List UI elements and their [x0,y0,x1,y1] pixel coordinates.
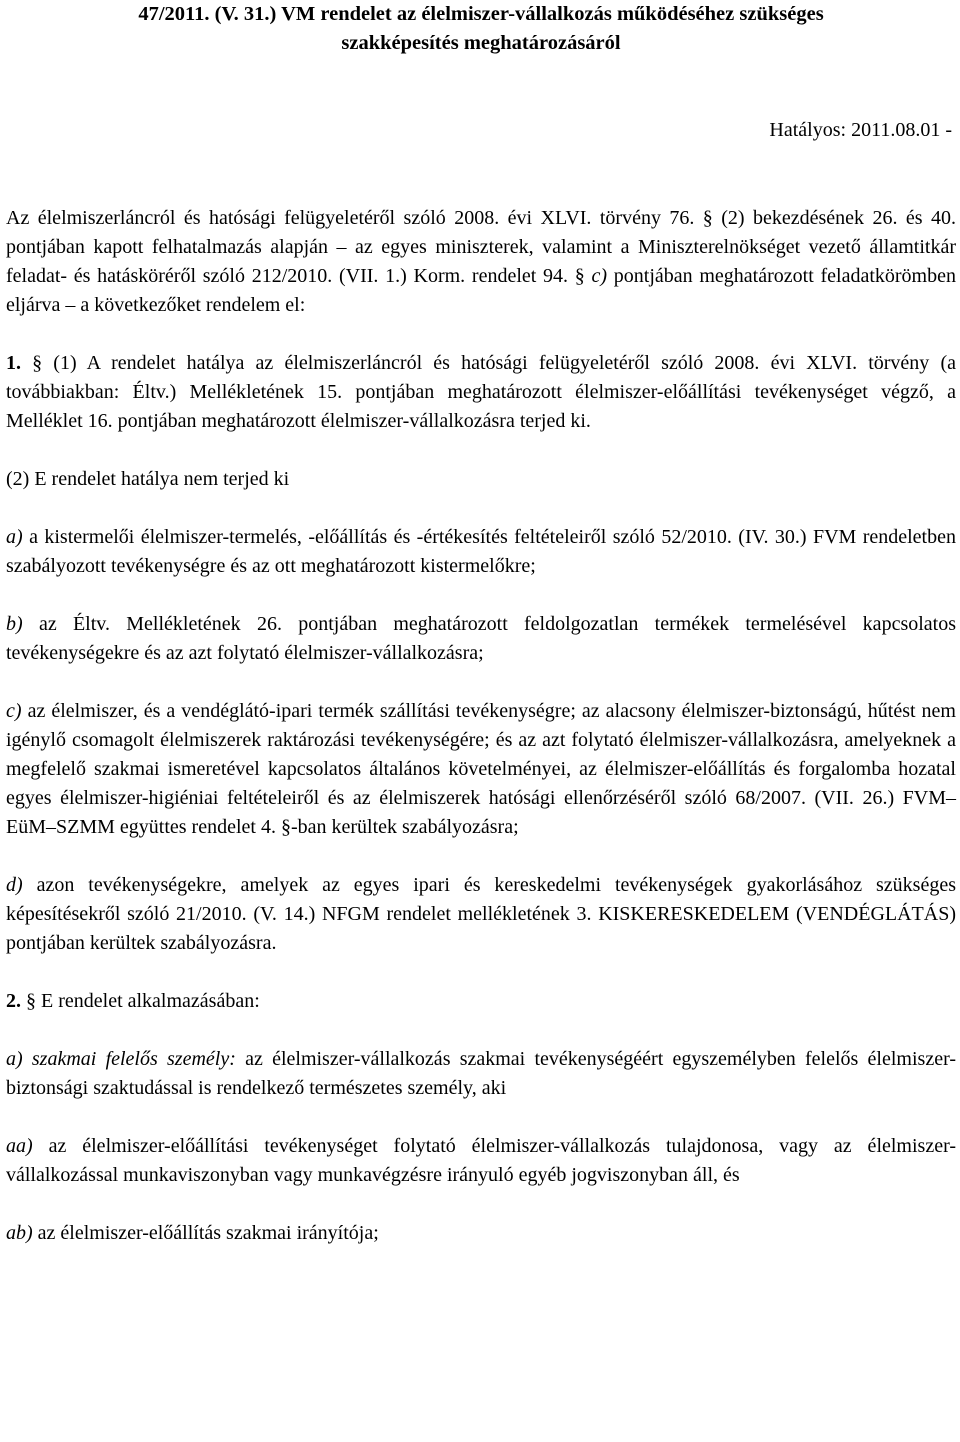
preamble-point-c: c) [591,265,608,287]
section-2-paragraph [6,987,956,1016]
point-c-text: az élelmiszer, és a vendéglátó-ipari termék szállítási tevékenységre; az alacsony élelmiszer-biztonságú, hűtést nem igénylő csomagolt élelmiszerek raktározási tevékenységére; és az azt folytató élelmiszer-vállalkozásra, amelyeknek a megfelelő szakmai ismeretével kapcsolatos általános követelményei, az élelmiszer-előállítás és forgalomba hozatal egyes élelmiszer-higiéniai feltételeiről és az élelmiszerek hatósági ellenőrzéséről szóló 68/2007. (VII. 26.) FVM–EüM–SZMM együttes rendelet 4. §-ban kerültek szabályozásra; [6,700,956,838]
definition-ab [6,1219,956,1248]
point-a-text: a kistermelői élelmiszer-termelés, -előállítás és -értékesítés feltételeiről szóló 52/2010. (IV. 30.) FVM rendeletben szabályozott tevékenységre és az ott meghatározott kistermelőkre; [6,526,956,577]
preamble-text-b: pontjában meghatározott feladatkörömben eljárva – a következőket rendelem el: [6,265,956,316]
point-a [6,523,956,581]
definition-a-text: az élelmiszer-vállalkozás szakmai tevékenységéért egyszemélyben felelős élelmiszer-biztonsági szaktudással is rendelkező természetes személy, aki [6,1048,956,1099]
preamble-text-a: Az élelmiszerláncról és hatósági felügyeletéről szóló 2008. évi XLVI. törvény 76. § (2) bekezdésének 26. és 40. pontjában kapott felhatalmazás alapján – az egyes miniszterek, valamint a Miniszterelnökséget vezető államtitkár feladat- és hatásköréről szóló 212/2010. (VII. 1.) Korm. rendelet 94. § [6,207,956,287]
point-d-text: azon tevékenységekre, amelyek az egyes ipari és kereskedelmi tevékenységek gyakorlásához szükséges képesítésekről szóló 21/2010. (V. 14.) NFGM rendelet mellékletének 3. KISKERESKEDELEM (VENDÉGLÁTÁS) pontjában kerültek szabályozásra. [6,874,956,954]
point-b [6,610,956,668]
preamble-paragraph [6,204,956,320]
point-c [6,697,956,842]
definition-aa-text: az élelmiszer-előállítási tevékenységet folytató élelmiszer-vállalkozás tulajdonosa, vagy az élelmiszer-vállalkozással munkaviszonyban vagy munkavégzésre irányuló egyéb jogviszonyban áll, és [6,1135,956,1186]
definition-ab-label: ab) [6,1222,33,1244]
point-d-label: d) [6,874,23,896]
section-2-number: 2. [6,990,21,1012]
point-b-text: az Éltv. Mellékletének 26. pontjában meghatározott feldolgozatlan termékek termelésével kapcsolatos tevékenységekre és az azt folytató élelmiszer-vállalkozásra; [6,613,956,664]
definition-aa [6,1132,956,1190]
section-1-text: § (1) A rendelet hatálya az élelmiszerláncról és hatósági felügyeletéről szóló 2008. évi XLVI. törvény (a továbbiakban: Éltv.) Mellékletének 15. pontjában meghatározott élelmiszer-előállítási tevékenységet végző, a Melléklet 16. pontjában meghatározott élelmiszer-vállalkozásra terjed ki. [6,352,956,432]
definition-ab-text: az élelmiszer-előállítás szakmai irányítója; [32,1222,379,1244]
definition-a [6,1045,956,1103]
section-1-number: 1. [6,352,21,374]
title-line-1: 47/2011. (V. 31.) VM rendelet az élelmiszer-vállalkozás működéséhez szükséges [138,3,824,25]
point-c-label: c) [6,700,22,722]
section-1-paragraph-1 [6,349,956,436]
effective-date: Hatályos: 2011.08.01 - [769,119,952,141]
definition-aa-label: aa) [6,1135,33,1157]
document-page [6,0,956,1248]
section-1-paragraph-2: (2) E rendelet hatálya nem terjed ki [6,468,290,490]
document-title [6,0,956,58]
point-b-label: b) [6,613,23,635]
definition-a-label: a) szakmai felelős személy: [6,1048,236,1070]
section-2-text: § E rendelet alkalmazásában: [21,990,260,1012]
point-a-label: a) [6,526,23,548]
point-d [6,871,956,958]
title-line-2: szakképesítés meghatározásáról [341,32,621,54]
